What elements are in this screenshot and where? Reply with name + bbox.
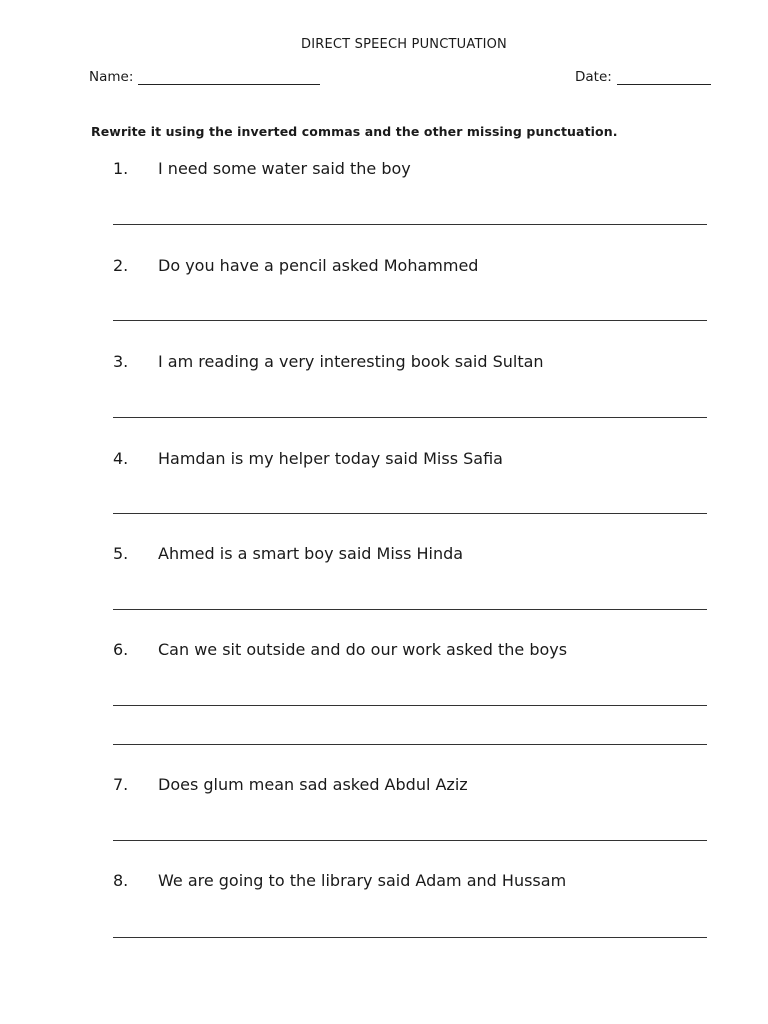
instructions: Rewrite it using the inverted commas and the other missing punctuation. [91,124,618,139]
question-number: 2. [113,256,129,275]
question-number: 3. [113,352,129,371]
answer-line-2[interactable] [113,320,707,321]
date-label: Date: [575,69,612,85]
question-7 [0,775,768,799]
question-text: Ahmed is a smart boy said Miss Hinda [158,544,464,563]
answer-line-4[interactable] [113,513,707,514]
question-2 [0,256,768,280]
answer-line-1[interactable] [113,224,707,225]
answer-line-7[interactable] [113,840,707,841]
answer-line-6a[interactable] [113,705,707,706]
question-number: 7. [113,775,129,794]
question-number: 4. [113,449,129,468]
question-3 [0,352,768,376]
question-text: I need some water said the boy [158,159,411,178]
name-label: Name: [89,69,134,85]
question-5 [0,544,768,568]
question-8 [0,871,768,895]
question-number: 6. [113,640,129,659]
name-blank-line[interactable] [138,70,320,85]
question-number: 1. [113,159,129,178]
date-field [575,69,711,85]
question-1 [0,159,768,183]
question-number: 8. [113,871,129,890]
date-blank-line[interactable] [617,70,711,85]
question-text: Does glum mean sad asked Abdul Aziz [158,775,468,794]
question-text: I am reading a very interesting book said Sultan [158,352,544,371]
name-field [89,69,320,85]
answer-line-6b[interactable] [113,744,707,745]
question-4 [0,449,768,473]
question-number: 5. [113,544,129,563]
question-text: Can we sit outside and do our work asked the boys [158,640,568,659]
question-text: Do you have a pencil asked Mohammed [158,256,479,275]
question-6 [0,640,768,664]
answer-line-3[interactable] [113,417,707,418]
question-text: We are going to the library said Adam and Hussam [158,871,567,890]
answer-line-8[interactable] [113,937,707,938]
page-title: DIRECT SPEECH PUNCTUATION [301,37,507,52]
question-text: Hamdan is my helper today said Miss Safia [158,449,503,468]
answer-line-5[interactable] [113,609,707,610]
